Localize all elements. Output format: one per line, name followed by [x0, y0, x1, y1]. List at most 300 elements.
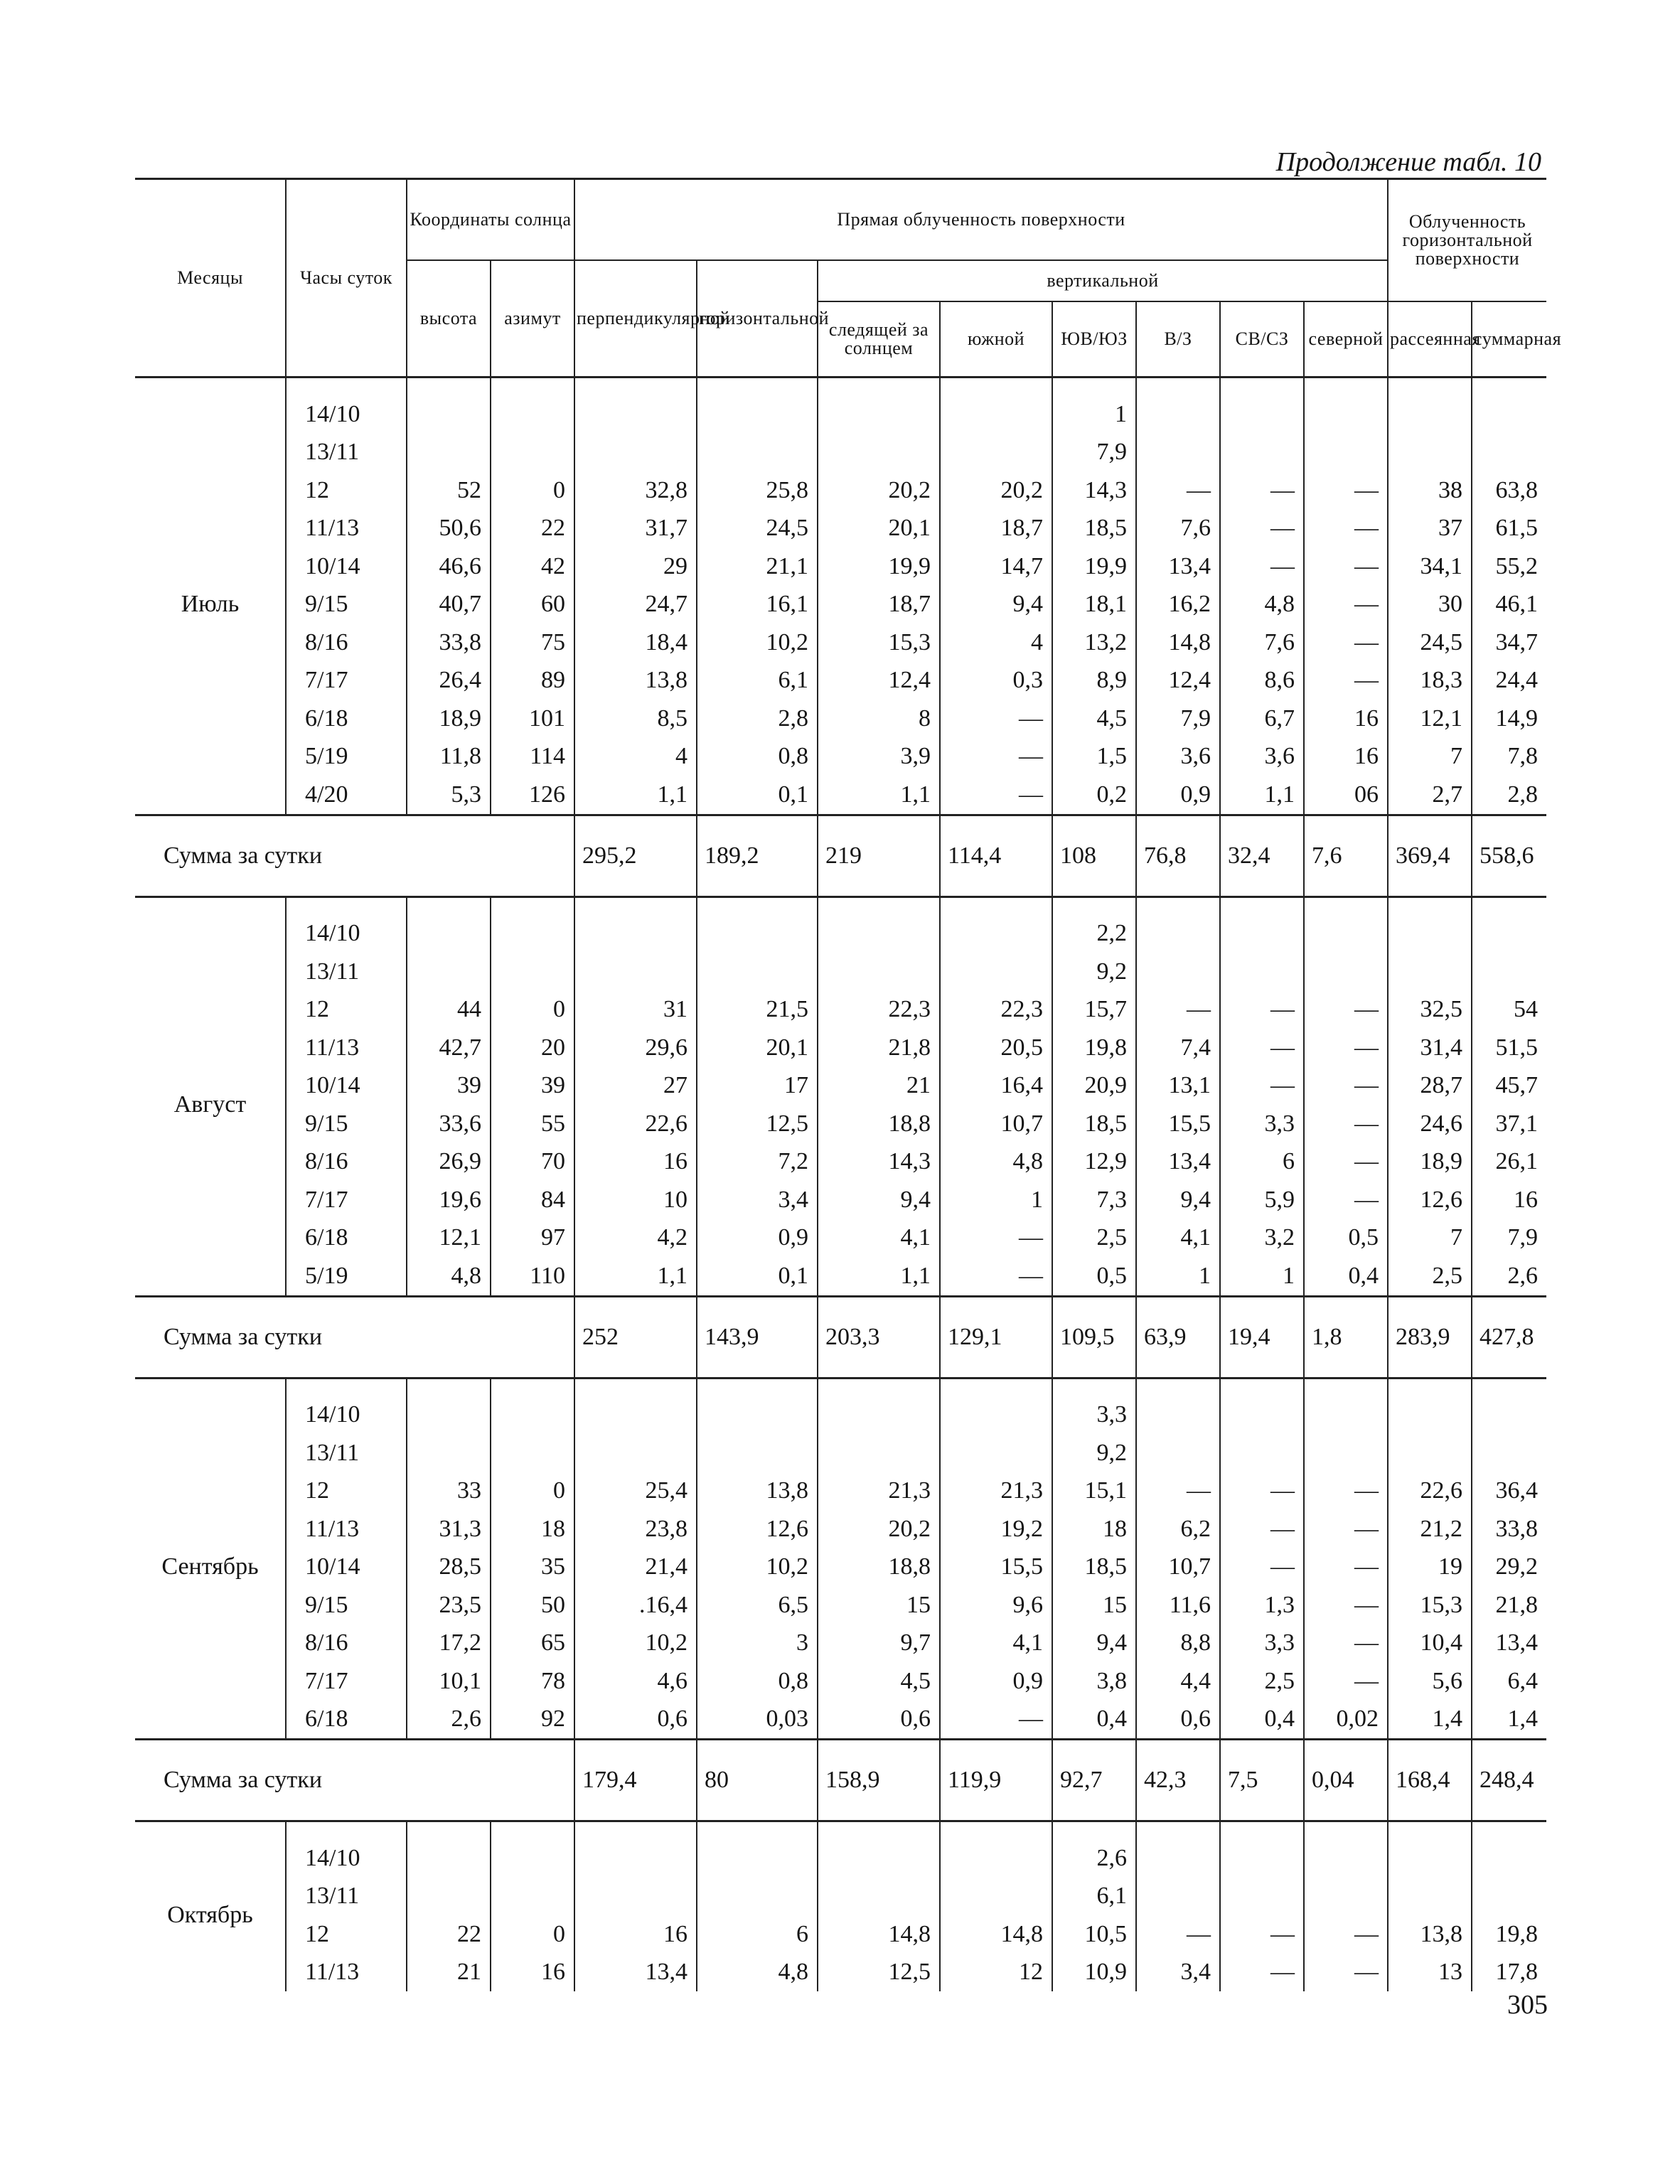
- value-cell: —: [1136, 991, 1220, 1029]
- value-cell: —: [1304, 662, 1388, 700]
- spacer-cell: [574, 1821, 697, 1840]
- month-cell: Июль: [181, 591, 240, 618]
- header-horizontal: горизонтальной: [697, 260, 818, 378]
- value-cell: 0,8: [697, 738, 818, 776]
- value-cell: [818, 1839, 940, 1878]
- value-cell: 33,8: [1472, 1510, 1546, 1548]
- value-cell: [1472, 1396, 1546, 1435]
- table-row: [135, 662, 1546, 700]
- value-cell: 0,1: [697, 1257, 818, 1296]
- header-sun-coords: Координаты солнца: [407, 179, 574, 261]
- value-cell: [697, 1434, 818, 1472]
- value-cell: [1304, 1434, 1388, 1472]
- value-cell: 5,9: [1220, 1181, 1304, 1219]
- value-cell: —: [1304, 1105, 1388, 1143]
- value-cell: 1,1: [818, 1257, 940, 1296]
- value-cell: 15,5: [1136, 1105, 1220, 1143]
- value-cell: 0,9: [940, 1662, 1052, 1701]
- value-cell: 0,3: [940, 662, 1052, 700]
- value-cell: —: [1220, 1510, 1304, 1548]
- value-cell: 10,4: [1388, 1624, 1472, 1663]
- value-cell: 4,8: [407, 1257, 491, 1296]
- value-cell: 21,3: [940, 1472, 1052, 1511]
- value-cell: 6,7: [1220, 700, 1304, 738]
- value-cell: 7,9: [1052, 434, 1136, 472]
- value-cell: 13,4: [1136, 1143, 1220, 1182]
- value-cell: 7,6: [1136, 510, 1220, 548]
- sum-cell: 558,6: [1472, 815, 1546, 896]
- value-cell: [574, 953, 697, 991]
- value-cell: 16: [1304, 700, 1388, 738]
- header-azimuth: азимут: [491, 260, 574, 378]
- value-cell: 6: [1220, 1143, 1304, 1182]
- spacer-cell: [1220, 378, 1304, 396]
- value-cell: 4,6: [574, 1662, 697, 1701]
- value-cell: [1220, 1878, 1304, 1916]
- value-cell: [491, 915, 574, 953]
- value-cell: [697, 1878, 818, 1916]
- value-cell: 16,4: [940, 1067, 1052, 1106]
- table-header: [135, 179, 1562, 378]
- value-cell: [1388, 1878, 1472, 1916]
- value-cell: 1: [940, 1181, 1052, 1219]
- table-row: [135, 1548, 1546, 1587]
- value-cell: 6: [697, 1915, 818, 1954]
- value-cell: [1388, 1839, 1472, 1878]
- value-cell: 101: [491, 700, 574, 738]
- value-cell: [1220, 953, 1304, 991]
- value-cell: 0: [491, 1472, 574, 1511]
- value-cell: [1472, 1839, 1546, 1878]
- value-cell: [1472, 1434, 1546, 1472]
- value-cell: 24,5: [697, 510, 818, 548]
- table-row: [135, 1029, 1546, 1067]
- value-cell: 21,8: [1472, 1586, 1546, 1624]
- value-cell: 22,3: [818, 991, 940, 1029]
- value-cell: [491, 1434, 574, 1472]
- value-cell: 46,6: [407, 547, 491, 586]
- value-cell: [940, 395, 1052, 434]
- value-cell: 42: [491, 547, 574, 586]
- table-row: [135, 1586, 1546, 1624]
- value-cell: 22,6: [574, 1105, 697, 1143]
- value-cell: [407, 915, 491, 953]
- value-cell: 21,5: [697, 991, 818, 1029]
- spacer-cell: [574, 896, 697, 915]
- value-cell: 18,9: [407, 700, 491, 738]
- sum-cell: 129,1: [940, 1296, 1052, 1378]
- sum-cell: 168,4: [1388, 1740, 1472, 1821]
- sum-cell: 427,8: [1472, 1296, 1546, 1378]
- spacer-cell: [1388, 1821, 1472, 1840]
- value-cell: [407, 1434, 491, 1472]
- value-cell: 5,6: [1388, 1662, 1472, 1701]
- value-cell: 16: [1472, 1181, 1546, 1219]
- month-spacer: [135, 1821, 286, 1840]
- value-cell: [407, 953, 491, 991]
- value-cell: [1304, 915, 1388, 953]
- value-cell: 19,8: [1472, 1915, 1546, 1954]
- header-ne-nw: СВ/СЗ: [1220, 301, 1304, 378]
- spacer-cell: [1136, 896, 1220, 915]
- value-cell: 3,6: [1136, 738, 1220, 776]
- value-cell: 6,1: [1052, 1878, 1136, 1916]
- value-cell: .16,4: [574, 1586, 697, 1624]
- value-cell: —: [1304, 1662, 1388, 1701]
- value-cell: 39: [491, 1067, 574, 1106]
- sum-cell: 108: [1052, 815, 1136, 896]
- value-cell: 110: [491, 1257, 574, 1296]
- value-cell: [1136, 434, 1220, 472]
- value-cell: 18,5: [1052, 510, 1136, 548]
- value-cell: 24,4: [1472, 662, 1546, 700]
- value-cell: 24,7: [574, 586, 697, 624]
- value-cell: 9,7: [818, 1624, 940, 1663]
- value-cell: [1136, 915, 1220, 953]
- value-cell: 1,5: [1052, 738, 1136, 776]
- spacer-cell: [940, 1378, 1052, 1396]
- spacer-cell: [574, 378, 697, 396]
- value-cell: 15: [1052, 1586, 1136, 1624]
- value-cell: [1304, 395, 1388, 434]
- value-cell: [1472, 434, 1546, 472]
- value-cell: —: [940, 776, 1052, 815]
- table-row: [135, 1434, 1546, 1472]
- header-hours: Часы суток: [286, 179, 407, 378]
- value-cell: [818, 1434, 940, 1472]
- month-cell: Август: [173, 1091, 247, 1118]
- table-row: [135, 1396, 1546, 1435]
- hours-cell: 13/11: [286, 1434, 407, 1472]
- value-cell: 10,1: [407, 1662, 491, 1701]
- value-cell: [697, 953, 818, 991]
- value-cell: [940, 434, 1052, 472]
- spacer-cell: [1388, 378, 1472, 396]
- table-row: [135, 471, 1546, 510]
- value-cell: [1472, 395, 1546, 434]
- value-cell: 7,2: [697, 1143, 818, 1182]
- table-row: [135, 434, 1546, 472]
- value-cell: —: [940, 738, 1052, 776]
- value-cell: 26,1: [1472, 1143, 1546, 1182]
- table-row: [135, 1067, 1546, 1106]
- value-cell: 3,8: [1052, 1662, 1136, 1701]
- value-cell: 1: [1136, 1257, 1220, 1296]
- spacer-cell: [697, 1378, 818, 1396]
- hours-cell: 5/19: [286, 738, 407, 776]
- value-cell: 2,8: [697, 700, 818, 738]
- spacer-cell: [1388, 896, 1472, 915]
- spacer-row: [135, 896, 1546, 915]
- value-cell: 3,4: [697, 1181, 818, 1219]
- value-cell: 14,8: [940, 1915, 1052, 1954]
- value-cell: [407, 1839, 491, 1878]
- spacer-cell: [1136, 1821, 1220, 1840]
- value-cell: 21,3: [818, 1472, 940, 1511]
- table-row: [135, 1662, 1546, 1701]
- value-cell: —: [1304, 510, 1388, 548]
- value-cell: 16,2: [1136, 586, 1220, 624]
- value-cell: 97: [491, 1219, 574, 1258]
- value-cell: 21,4: [574, 1548, 697, 1587]
- value-cell: [1304, 1396, 1388, 1435]
- value-cell: 3,6: [1220, 738, 1304, 776]
- spacer-cell: [1052, 1378, 1136, 1396]
- value-cell: [1220, 915, 1304, 953]
- value-cell: 20,2: [818, 1510, 940, 1548]
- value-cell: 0: [491, 1915, 574, 1954]
- spacer-cell: [1220, 896, 1304, 915]
- value-cell: 12,4: [1136, 662, 1220, 700]
- value-cell: 0,02: [1304, 1701, 1388, 1740]
- table-row: [135, 395, 1546, 434]
- value-cell: 20,5: [940, 1029, 1052, 1067]
- value-cell: 7,3: [1052, 1181, 1136, 1219]
- value-cell: 3,3: [1220, 1105, 1304, 1143]
- spacer-cell: [1304, 378, 1388, 396]
- value-cell: 0,6: [574, 1701, 697, 1740]
- value-cell: [491, 1839, 574, 1878]
- spacer-cell: [1052, 1821, 1136, 1840]
- value-cell: 14,3: [1052, 471, 1136, 510]
- value-cell: 1,1: [1220, 776, 1304, 815]
- value-cell: [407, 1878, 491, 1916]
- value-cell: 0,9: [697, 1219, 818, 1258]
- value-cell: 25,4: [574, 1472, 697, 1511]
- hours-cell: 6/18: [286, 1219, 407, 1258]
- value-cell: 23,5: [407, 1586, 491, 1624]
- value-cell: 3,4: [1136, 1954, 1220, 1992]
- value-cell: 39: [407, 1067, 491, 1106]
- value-cell: 8,8: [1136, 1624, 1220, 1663]
- value-cell: 40,7: [407, 586, 491, 624]
- hours-cell: 7/17: [286, 1662, 407, 1701]
- value-cell: [491, 1878, 574, 1916]
- value-cell: [1388, 953, 1472, 991]
- table-row: [135, 1701, 1546, 1740]
- value-cell: 4,5: [818, 1662, 940, 1701]
- value-cell: [1220, 1434, 1304, 1472]
- value-cell: 4,8: [697, 1954, 818, 1992]
- spacer-cell: [491, 1378, 574, 1396]
- value-cell: 19,6: [407, 1181, 491, 1219]
- value-cell: 12,4: [818, 662, 940, 700]
- sum-cell: 295,2: [574, 815, 697, 896]
- value-cell: 4,4: [1136, 1662, 1220, 1701]
- value-cell: —: [1136, 471, 1220, 510]
- value-cell: —: [1220, 991, 1304, 1029]
- value-cell: —: [1304, 1586, 1388, 1624]
- value-cell: [940, 1839, 1052, 1878]
- table-body: [135, 378, 1546, 1992]
- value-cell: 22,6: [1388, 1472, 1472, 1511]
- value-cell: 21,1: [697, 547, 818, 586]
- value-cell: 51,5: [1472, 1029, 1546, 1067]
- hours-cell: 7/17: [286, 662, 407, 700]
- value-cell: 18,4: [574, 623, 697, 662]
- sum-cell: 0,04: [1304, 1740, 1388, 1821]
- value-cell: 12,6: [1388, 1181, 1472, 1219]
- sum-cell: 42,3: [1136, 1740, 1220, 1821]
- value-cell: 4,1: [940, 1624, 1052, 1663]
- value-cell: —: [1304, 1472, 1388, 1511]
- value-cell: 35: [491, 1548, 574, 1587]
- hours-cell: 9/15: [286, 1105, 407, 1143]
- spacer-cell: [1472, 896, 1546, 915]
- value-cell: 15,5: [940, 1548, 1052, 1587]
- value-cell: 12,5: [818, 1954, 940, 1992]
- value-cell: 31,4: [1388, 1029, 1472, 1067]
- value-cell: 8,9: [1052, 662, 1136, 700]
- sum-cell: 76,8: [1136, 815, 1220, 896]
- header-se-sw: ЮВ/ЮЗ: [1052, 301, 1136, 378]
- value-cell: —: [1304, 471, 1388, 510]
- value-cell: 28,5: [407, 1548, 491, 1587]
- value-cell: 13,1: [1136, 1067, 1220, 1106]
- value-cell: —: [1304, 1029, 1388, 1067]
- table-row: [135, 776, 1546, 815]
- hours-cell: 9/15: [286, 586, 407, 624]
- value-cell: —: [1220, 510, 1304, 548]
- value-cell: 16: [574, 1915, 697, 1954]
- value-cell: —: [1136, 1915, 1220, 1954]
- value-cell: 9,4: [940, 586, 1052, 624]
- spacer-cell: [818, 378, 940, 396]
- month-spacer: [135, 896, 286, 915]
- value-cell: 4,8: [940, 1143, 1052, 1182]
- value-cell: 10,2: [697, 623, 818, 662]
- value-cell: [697, 915, 818, 953]
- sum-cell: 114,4: [940, 815, 1052, 896]
- value-cell: [1472, 953, 1546, 991]
- spacer-cell: [574, 1378, 697, 1396]
- value-cell: —: [1220, 1067, 1304, 1106]
- spacer-cell: [818, 1378, 940, 1396]
- value-cell: 24,5: [1388, 623, 1472, 662]
- value-cell: 18: [1052, 1510, 1136, 1548]
- value-cell: 4: [574, 738, 697, 776]
- page-number: 305: [1507, 1990, 1548, 2020]
- value-cell: [574, 1434, 697, 1472]
- value-cell: 126: [491, 776, 574, 815]
- sum-row: [135, 1296, 1546, 1378]
- value-cell: [818, 915, 940, 953]
- value-cell: [1304, 1878, 1388, 1916]
- hours-cell: 12: [286, 471, 407, 510]
- sum-cell: 158,9: [818, 1740, 940, 1821]
- value-cell: 60: [491, 586, 574, 624]
- value-cell: [940, 1878, 1052, 1916]
- hours-cell: 13/11: [286, 1878, 407, 1916]
- spacer-cell: [1136, 378, 1220, 396]
- value-cell: —: [1304, 1624, 1388, 1663]
- spacer-cell: [1304, 1378, 1388, 1396]
- value-cell: —: [1304, 547, 1388, 586]
- value-cell: 20,1: [818, 510, 940, 548]
- value-cell: 3: [697, 1624, 818, 1663]
- header-altitude: высота: [407, 260, 491, 378]
- hours-cell: 10/14: [286, 547, 407, 586]
- spacer-cell: [286, 1821, 407, 1840]
- value-cell: 3,2: [1220, 1219, 1304, 1258]
- value-cell: [697, 434, 818, 472]
- value-cell: [697, 1839, 818, 1878]
- value-cell: 13,8: [574, 662, 697, 700]
- value-cell: [407, 1396, 491, 1435]
- value-cell: 23,8: [574, 1510, 697, 1548]
- value-cell: 92: [491, 1701, 574, 1740]
- value-cell: 36,4: [1472, 1472, 1546, 1511]
- value-cell: 12,1: [1388, 700, 1472, 738]
- value-cell: 1,4: [1472, 1701, 1546, 1740]
- sum-cell: 369,4: [1388, 815, 1472, 896]
- value-cell: 31,3: [407, 1510, 491, 1548]
- header-horizontal-irradiance: Облученность горизонтальной поверхности: [1388, 179, 1546, 302]
- sum-cell: 32,4: [1220, 815, 1304, 896]
- value-cell: 33: [407, 1472, 491, 1511]
- value-cell: 0,03: [697, 1701, 818, 1740]
- value-cell: 2,8: [1472, 776, 1546, 815]
- sum-cell: 7,6: [1304, 815, 1388, 896]
- hours-cell: 7/17: [286, 1181, 407, 1219]
- table-row: [135, 1954, 1546, 1992]
- value-cell: 18,7: [818, 586, 940, 624]
- value-cell: [940, 953, 1052, 991]
- table-row: [135, 1257, 1546, 1296]
- header-vertical: вертикальной: [818, 260, 1388, 301]
- hours-cell: 13/11: [286, 953, 407, 991]
- value-cell: 10,5: [1052, 1915, 1136, 1954]
- value-cell: [574, 915, 697, 953]
- value-cell: 0,6: [818, 1701, 940, 1740]
- spacer-cell: [1472, 1378, 1546, 1396]
- value-cell: 0,4: [1220, 1701, 1304, 1740]
- value-cell: [574, 1878, 697, 1916]
- value-cell: 3,3: [1052, 1396, 1136, 1435]
- spacer-cell: [697, 896, 818, 915]
- sum-label: Сумма за сутки: [135, 1296, 574, 1378]
- hours-cell: 11/13: [286, 510, 407, 548]
- value-cell: 9,2: [1052, 953, 1136, 991]
- value-cell: 1,1: [574, 1257, 697, 1296]
- value-cell: 20,9: [1052, 1067, 1136, 1106]
- value-cell: [574, 395, 697, 434]
- value-cell: 20,1: [697, 1029, 818, 1067]
- value-cell: 55: [491, 1105, 574, 1143]
- sum-cell: 189,2: [697, 815, 818, 896]
- value-cell: 7,6: [1220, 623, 1304, 662]
- spacer-cell: [286, 378, 407, 396]
- value-cell: 11,6: [1136, 1586, 1220, 1624]
- value-cell: 8,5: [574, 700, 697, 738]
- value-cell: 18,8: [818, 1105, 940, 1143]
- sum-cell: 63,9: [1136, 1296, 1220, 1378]
- value-cell: 52: [407, 471, 491, 510]
- value-cell: 14,3: [818, 1143, 940, 1182]
- value-cell: —: [1220, 471, 1304, 510]
- value-cell: [818, 434, 940, 472]
- spacer-cell: [407, 1821, 491, 1840]
- header-perpendicular: перпендикулярной: [574, 260, 697, 378]
- hours-cell: 10/14: [286, 1067, 407, 1106]
- value-cell: 7,4: [1136, 1029, 1220, 1067]
- value-cell: —: [940, 1219, 1052, 1258]
- value-cell: [940, 1434, 1052, 1472]
- month-spacer: [135, 378, 286, 396]
- value-cell: 12,1: [407, 1219, 491, 1258]
- value-cell: 11,8: [407, 738, 491, 776]
- value-cell: 46,1: [1472, 586, 1546, 624]
